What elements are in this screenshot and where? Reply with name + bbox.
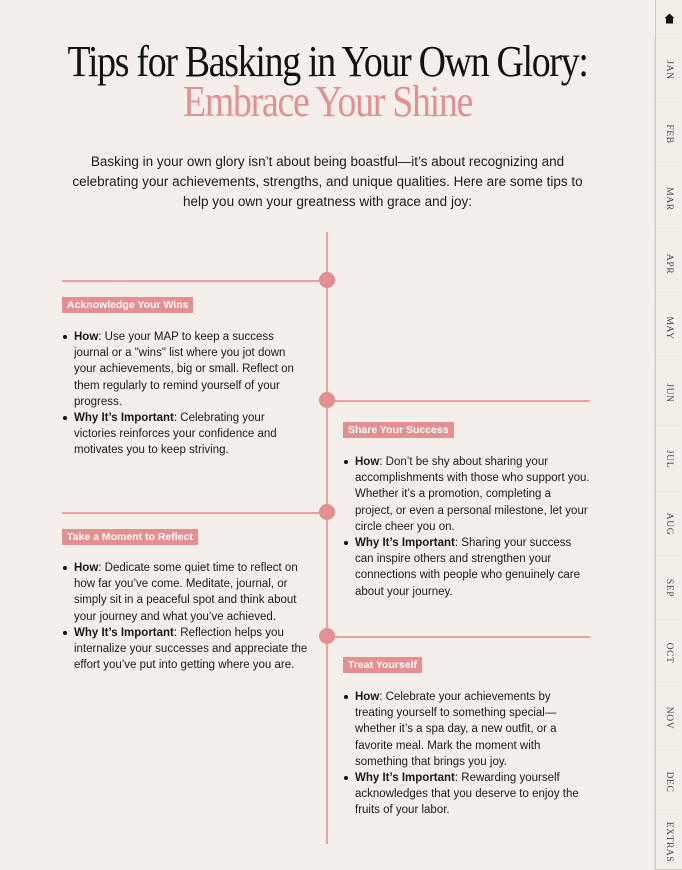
tip-list <box>343 689 591 819</box>
tab-may[interactable] <box>655 296 682 361</box>
connector-line <box>327 636 590 638</box>
list-item <box>62 410 310 459</box>
timeline-dot <box>319 628 335 644</box>
tab-jan[interactable] <box>655 38 682 103</box>
why-text: : Celebrating your victories reinforces your confidence and motivates you to keep striving. <box>74 412 277 457</box>
tip-heading: Treat Yourself <box>343 657 422 673</box>
tab-label: JAN <box>664 60 674 80</box>
tab-label: DEC <box>664 771 674 793</box>
tab-label: FEB <box>664 124 674 144</box>
why-label: Why It’s Important <box>74 626 174 639</box>
why-text: : Reflection helps you internalize your successes and appreciate the effort you’ve put into getting where you are. <box>74 626 308 672</box>
tip-heading: Acknowledge Your Wins <box>62 297 193 313</box>
tab-apr[interactable] <box>655 232 682 297</box>
tab-label: AUG <box>664 512 674 536</box>
intro-paragraph: Basking in your own glory isn’t about being boastful—it’s about recognizing and celebrating your achievements, strengths, and unique qualities. Here are some tips to help you own your greatness with grace and joy: <box>72 154 583 209</box>
how-text: : Dedicate some quiet time to reflect on how far you’ve come. Meditate, journal, or simply sit in a peaceful spot and think about your journey and what you’ve achieved. <box>74 562 298 623</box>
month-tab-strip <box>655 0 682 869</box>
connector-line <box>62 512 327 514</box>
tab-label: JUL <box>664 449 674 469</box>
list-item <box>343 454 591 535</box>
list-item <box>343 770 591 819</box>
tab-extras[interactable] <box>655 814 682 870</box>
tab-feb[interactable] <box>655 102 682 167</box>
timeline-dot <box>319 272 335 288</box>
tab-oct[interactable] <box>655 620 682 687</box>
tab-label: EXTRAS <box>664 821 674 862</box>
tab-nov[interactable] <box>655 686 682 751</box>
page-subtitle: Embrace Your Shine <box>183 77 472 126</box>
how-text: : Celebrate your achievements by treating yourself to something special—whether it’s a spa day, a new outfit, or a favorite meal. Mark the moment with something that brings you joy. <box>355 691 557 768</box>
tab-label: APR <box>664 253 674 275</box>
why-label: Why It’s Important <box>355 772 455 785</box>
tab-label: NOV <box>664 706 674 730</box>
tab-label: MAR <box>664 187 674 211</box>
tab-sep[interactable] <box>655 556 682 621</box>
list-item <box>343 535 591 600</box>
how-label: How <box>355 691 380 703</box>
how-text: : Don’t be shy about sharing your accomplishments with those who support you. Whether it’s a promotion, completing a project, or even a personal milestone, let your circle cheer you on. <box>355 456 590 533</box>
tab-jul[interactable] <box>655 426 682 493</box>
tab-dec[interactable] <box>655 750 682 815</box>
timeline-dot <box>319 392 335 408</box>
tab-label: MAY <box>664 316 674 340</box>
page-title: Tips for Basking in Your Own Glory: <box>67 37 588 86</box>
tab-label: OCT <box>664 642 674 664</box>
tip-list <box>62 329 310 459</box>
how-text: : Use your MAP to keep a success journal or a "wins" list where you jot down your achievements, big or small. Reflect on them regularly to remind yourself of your progress. <box>74 331 294 408</box>
tip-list <box>62 560 310 673</box>
connector-line <box>327 400 590 402</box>
tab-label: JUN <box>664 383 674 403</box>
home-icon <box>664 13 675 24</box>
timeline-dot <box>319 504 335 520</box>
how-label: How <box>74 562 99 574</box>
tip-list <box>343 454 591 600</box>
tab-label: SEP <box>664 578 674 598</box>
home-tab[interactable] <box>655 0 682 39</box>
why-text: : Sharing your success can inspire others and strengthen your connections with people who genuinely care about your journey. <box>355 537 581 598</box>
tip-heading: Take a Moment to Reflect <box>62 529 198 545</box>
timeline-vertical-line <box>326 232 328 844</box>
why-text: : Rewarding yourself acknowledges that you deserve to enjoy the fruits of your labor. <box>355 772 579 817</box>
list-item <box>62 560 310 625</box>
list-item <box>62 625 310 674</box>
how-label: How <box>74 331 99 343</box>
tab-mar[interactable] <box>655 166 682 233</box>
connector-line <box>62 280 327 282</box>
list-item <box>62 329 310 410</box>
why-label: Why It’s Important <box>74 412 174 425</box>
list-item <box>343 689 591 770</box>
why-label: Why It’s Important <box>355 537 455 550</box>
tab-aug[interactable] <box>655 492 682 557</box>
how-label: How <box>355 456 380 468</box>
tip-heading: Share Your Success <box>343 422 454 438</box>
tab-jun[interactable] <box>655 360 682 427</box>
